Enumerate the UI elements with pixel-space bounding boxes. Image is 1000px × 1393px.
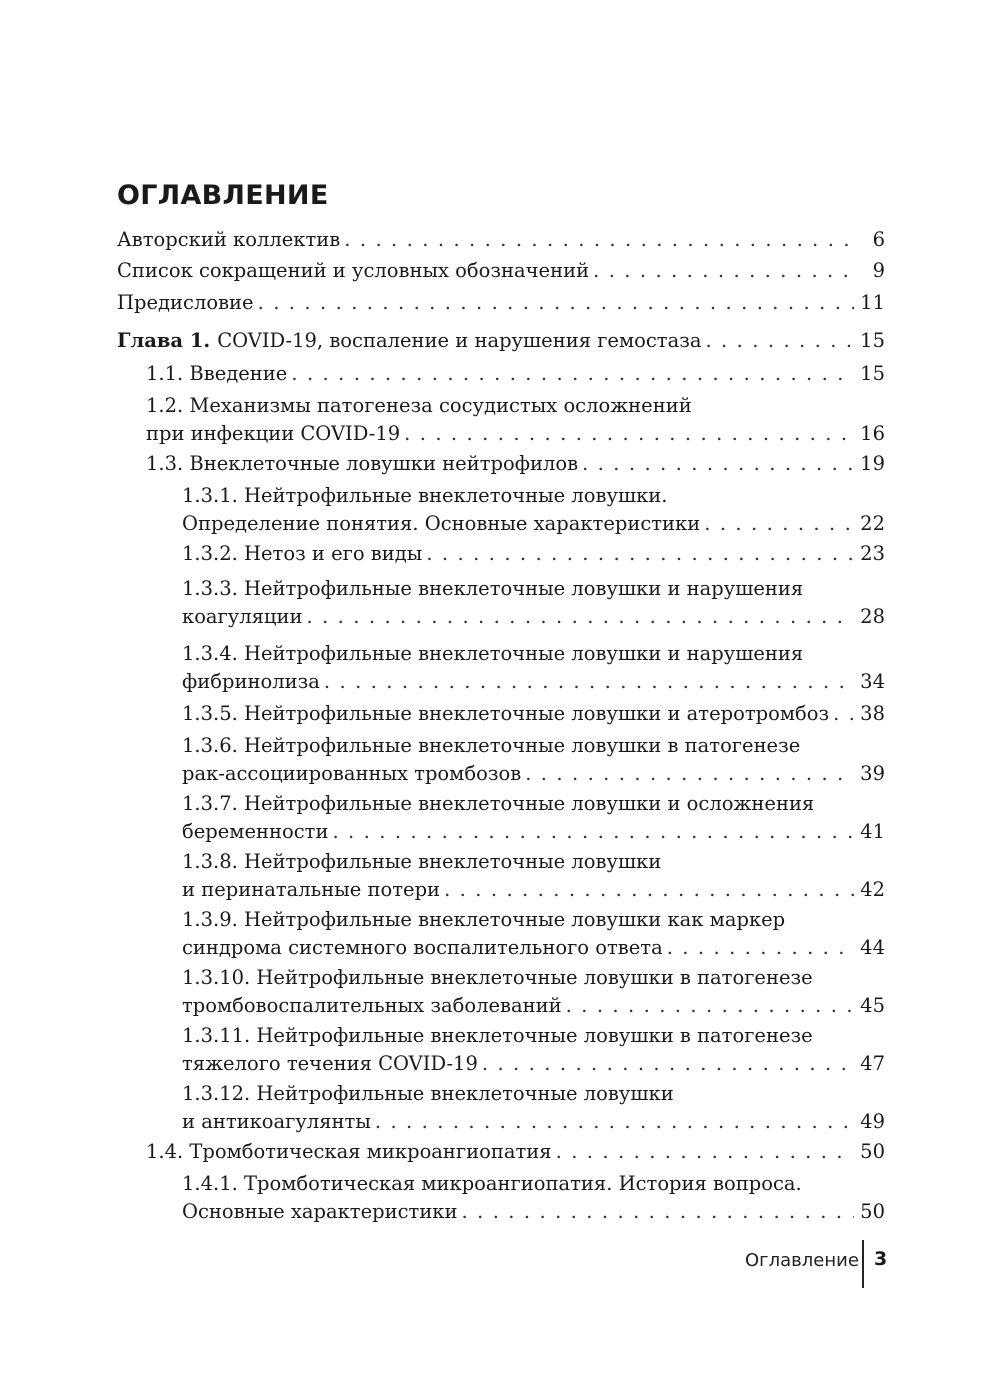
- toc-page-number: 9: [872, 259, 885, 282]
- toc-entry-text-line1: 1.3.4. Нейтрофильные внеклеточные ловушки и нарушения: [182, 642, 804, 665]
- dot-leader: [582, 450, 854, 478]
- toc-title: ОГЛАВЛЕНИЕ: [117, 180, 329, 211]
- toc-entry-text: 1.3.2. Нетоз и его виды: [182, 542, 423, 565]
- dot-leader: [556, 1138, 855, 1166]
- toc-page-number: 50: [860, 1140, 885, 1163]
- page-number: 3: [874, 1248, 888, 1270]
- toc-entry-text: Список сокращений и условных обозначений: [117, 259, 590, 282]
- toc-entry[interactable]: [117, 257, 885, 285]
- toc-entry[interactable]: [182, 700, 885, 728]
- toc-entry-text-line1: 1.3.1. Нейтрофильные внеклеточные ловушки.: [182, 484, 668, 507]
- toc-entry-text: Основные характеристики: [182, 1200, 458, 1223]
- toc-entry[interactable]: [182, 732, 885, 788]
- toc-entry-text: 1.4. Тромботическая микроангиопатия: [146, 1140, 552, 1163]
- toc-entry-text: Авторский коллектив: [117, 228, 341, 251]
- dot-leader: [593, 257, 855, 285]
- toc-entry-text-line1: 1.2. Механизмы патогенеза сосудистых осложнений: [146, 394, 692, 417]
- toc-entry[interactable]: [117, 226, 885, 254]
- toc-entry-text-line1: 1.3.3. Нейтрофильные внеклеточные ловушки и нарушения: [182, 577, 804, 600]
- toc-entry[interactable]: [182, 848, 885, 904]
- dot-leader: [704, 510, 854, 538]
- toc-entry-text-line1: 1.3.10. Нейтрофильные внеклеточные ловушки в патогенезе: [182, 966, 813, 989]
- toc-entry-text: 1.1. Введение: [146, 362, 288, 385]
- dot-leader: [426, 540, 854, 568]
- toc-page-number: 49: [860, 1110, 885, 1133]
- toc-page-number: 28: [860, 605, 885, 628]
- toc-entry-text: Предисловие: [117, 291, 254, 314]
- toc-entry-text-line1: 1.3.6. Нейтрофильные внеклеточные ловушки в патогенезе: [182, 734, 801, 757]
- dot-leader: [404, 420, 854, 448]
- toc-chapter-entry[interactable]: [117, 327, 885, 355]
- toc-entry-text-line1: 1.3.12. Нейтрофильные внеклеточные ловушки: [182, 1082, 674, 1105]
- toc-entry[interactable]: [182, 540, 885, 568]
- toc-page-number: 22: [860, 512, 885, 535]
- toc-entry[interactable]: [146, 1138, 885, 1166]
- toc-entry-text: тяжелого течения COVID-19: [182, 1052, 478, 1075]
- toc-entry-text: 1.3.5. Нейтрофильные внеклеточные ловушки и атеротромбоз: [182, 702, 830, 725]
- toc-entry[interactable]: [182, 964, 885, 1020]
- toc-entry[interactable]: [182, 790, 885, 846]
- dot-leader: [566, 992, 855, 1020]
- toc-page-number: 19: [860, 452, 885, 475]
- toc-page-number: 45: [860, 994, 885, 1017]
- toc-page-number: 23: [860, 542, 885, 565]
- toc-entry-text: 1.3. Внеклеточные ловушки нейтрофилов: [146, 452, 579, 475]
- toc-entry-text: коагуляции: [182, 605, 303, 628]
- toc-page-number: 41: [860, 820, 885, 843]
- footer-divider: [862, 1240, 864, 1288]
- toc-page-number: 15: [860, 329, 885, 352]
- toc-entry[interactable]: [146, 450, 885, 478]
- toc-page-number: 42: [860, 878, 885, 901]
- dot-leader: [444, 876, 854, 904]
- dot-leader: [667, 934, 854, 962]
- toc-entry-text: беременности: [182, 820, 329, 843]
- chapter-label: Глава 1.: [117, 329, 211, 352]
- dot-leader: [705, 327, 854, 355]
- toc-entry-text: фибринолиза: [182, 670, 320, 693]
- toc-page-number: 16: [860, 422, 885, 445]
- dot-leader: [462, 1198, 855, 1226]
- toc-page-number: 50: [860, 1200, 885, 1223]
- dot-leader: [525, 760, 854, 788]
- toc-entry[interactable]: [182, 640, 885, 696]
- toc-entry[interactable]: [182, 1022, 885, 1078]
- dot-leader: [833, 700, 854, 728]
- dot-leader: [306, 603, 854, 631]
- toc-entry-text: и антикоагулянты: [182, 1110, 371, 1133]
- toc-entry-text-line1: 1.3.11. Нейтрофильные внеклеточные ловушки в патогенезе: [182, 1024, 813, 1047]
- toc-entry[interactable]: [117, 289, 885, 317]
- toc-entry-text: при инфекции COVID-19: [146, 422, 401, 445]
- toc-entry-text: синдрома системного воспалительного ответа: [182, 936, 663, 959]
- toc-entry-text-line1: 1.3.9. Нейтрофильные внеклеточные ловушки как маркер: [182, 908, 786, 931]
- toc-entry[interactable]: [182, 1080, 885, 1136]
- dot-leader: [332, 818, 854, 846]
- toc-entry-text: Определение понятия. Основные характеристики: [182, 512, 701, 535]
- toc-entry-text: рак-ассоциированных тромбозов: [182, 762, 522, 785]
- toc-entry-text-line1: 1.4.1. Тромботическая микроангиопатия. История вопроса.: [182, 1172, 802, 1195]
- toc-entry[interactable]: [146, 360, 885, 388]
- running-footer-section: Оглавление: [745, 1250, 859, 1271]
- toc-entry[interactable]: [182, 575, 885, 631]
- toc-entry[interactable]: [146, 392, 885, 448]
- toc-entry-text: и перинатальные потери: [182, 878, 441, 901]
- dot-leader: [375, 1108, 854, 1136]
- toc-page-number: 34: [860, 670, 885, 693]
- dot-leader: [258, 289, 855, 317]
- dot-leader: [291, 360, 854, 388]
- dot-leader: [344, 226, 855, 254]
- toc-entry[interactable]: [182, 1170, 885, 1226]
- toc-page-number: 39: [860, 762, 885, 785]
- toc-page-number: 11: [860, 291, 885, 314]
- toc-page-number: 47: [860, 1052, 885, 1075]
- dot-leader: [482, 1050, 854, 1078]
- toc-entry-text-line1: 1.3.7. Нейтрофильные внеклеточные ловушки и осложнения: [182, 792, 815, 815]
- toc-entry-text: COVID-19, воспаление и нарушения гемостаза: [217, 329, 702, 352]
- toc-entry-text: тромбовоспалительных заболеваний: [182, 994, 562, 1017]
- toc-page-number: 15: [860, 362, 885, 385]
- toc-entry-text-line1: 1.3.8. Нейтрофильные внеклеточные ловушки: [182, 850, 662, 873]
- toc-page-number: 38: [860, 702, 885, 725]
- toc-entry[interactable]: [182, 906, 885, 962]
- dot-leader: [324, 668, 854, 696]
- toc-page-number: 6: [872, 228, 885, 251]
- toc-page-number: 44: [860, 936, 885, 959]
- toc-entry[interactable]: [182, 482, 885, 538]
